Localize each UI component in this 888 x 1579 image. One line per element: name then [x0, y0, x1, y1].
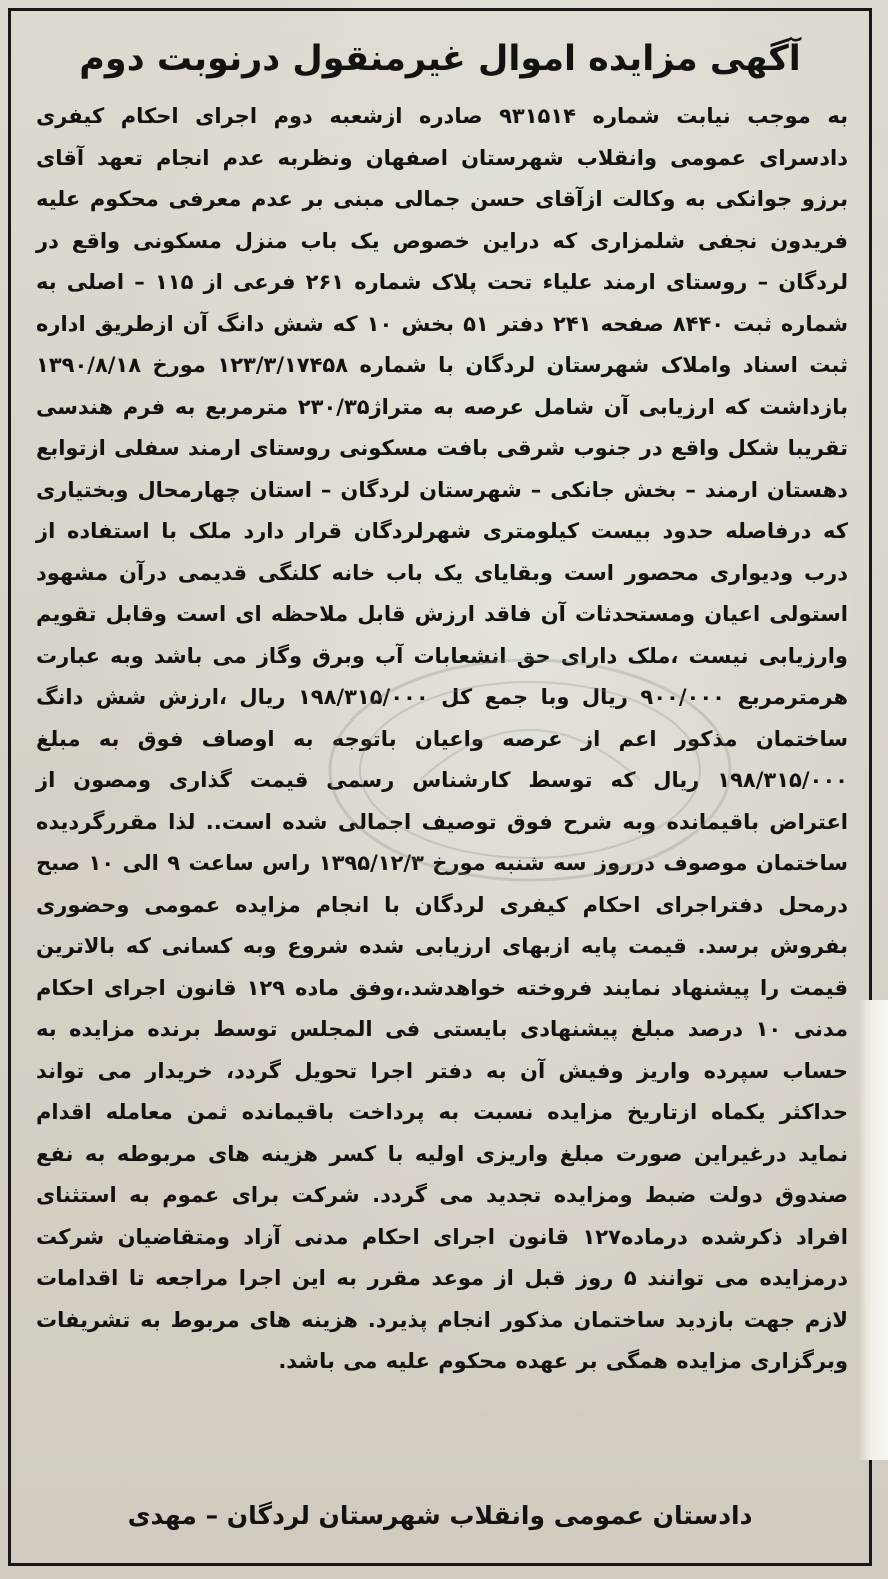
notice-title: آگهی مزایده اموال غیرمنقول درنوبت دوم	[79, 39, 801, 79]
notice-signature: دادستان عمومی وانقلاب شهرستان لردگان – مهدی	[127, 1501, 753, 1530]
notice-body-paragraph: به موجب نیابت شماره ۹۳۱۵۱۴ صادره ازشعبه دوم اجرای احکام کیفری دادسرای عمومی وانقلاب شهرستان اصفهان ونظربه عدم انجام تعهد آقای برزو جوانکی به وکالت ازآقای حسن جمالی مبنی بر عدم معرفی محکوم علیه فریدون نجفی شلمزاری که دراین خصوص یک باب منزل مسکونی واقع در لردگان – روستای ارمند علیاء تحت پلاک شماره ۲۶۱ فرعی از ۱۱۵ – اصلی به شماره ثبت ۸۴۴۰ صفحه ۲۴۱ دفتر ۵۱ بخش ۱۰ که شش دانگ آن ازطریق اداره ثبت اسناد واملاک شهرستان لردگان با شماره ۱۲۳/۳/۱۷۴۵۸ مورخ ۱۳۹۰/۸/۱۸ بازداشت که ارزیابی آن شامل عرصه به متراژ۲۳۰/۳۵ مترمربع به فرم هندسی تقریبا شکل واقع در جنوب شرقی بافت مسکونی روستای ارمند سفلی ازتوابع دهستان ارمند – بخش جانکی – شهرستان لردگان – استان چهارمحال وبختیاری که درفاصله حدود بیست کیلومتری شهرلردگان قرار دارد ملک با استفاده از درب ودیواری محصور است وبقایای یک باب خانه کلنگی قدیمی درآن مشهود استولی اعیان ومستحدثات آن فاقد ارزش قابل ملاحظه ای است وقابل تقویم وارزیابی نیست ،ملک دارای حق انشعابات آب وبرق وگاز می باشد وبه عبارت هرمترمربع ۹۰۰/۰۰۰ ریال وبا جمع کل ۱۹۸/۳۱۵/۰۰۰ ریال ،ارزش شش دانگ ساختمان مذکور اعم از عرصه واعیان باتوجه به اوصاف فوق به مبلغ ۱۹۸/۳۱۵/۰۰۰ ریال که توسط کارشناس رسمی قیمت گذاری ومصون از اعتراض باقیمانده وبه شرح فوق توصیف اجمالی شده است.. لذا مقررگردیده ساختمان موصوف درروز سه شنبه مورخ ۱۳۹۵/۱۲/۳ راس ساعت ۹ الی ۱۰ صبح درمحل دفتراجرای احکام کیفری لردگان با انجام مزایده عمومی وحضوری بفروش برسد. قیمت پایه ازبهای ارزیابی شده شروع وبه کسانی که بالاترین قیمت را پیشنهاد نمایند فروخته خواهدشد.،وفق ماده ۱۲۹ قانون اجرای احکام مدنی ۱۰ درصد مبلغ پیشنهادی بایستی فی المجلس توسط برنده مزایده به حساب سپرده واریز وفیش آن به دفتر اجرا تحویل گردد، خریدار می تواند حداکثر یکماه ازتاریخ مزایده نسبت به پرداخت باقیمانده ثمن معامله اقدام نماید درغیراین صورت مبلغ واریزی اولیه با کسر هزینه های مربوطه به نفع صندوق دولت ضبط ومزایده تجدید می گردد. شرکت برای عموم به استثنای افراد ذکرشده درماده۱۲۷ قانون اجرای احکام مدنی آزاد ومتقاضیان شرکت درمزایده می توانند ۵ روز قبل از موعد مقرر به این اجرا مراجعه تا اقدامات لازم جهت بازدید ساختمان مذکور انجام پذیرد. هزینه های مربوط به تشریفات وبرگزاری مزایده همگی بر عهده محکوم علیه می باشد.	[36, 104, 849, 1373]
notice-body	[36, 96, 848, 1383]
